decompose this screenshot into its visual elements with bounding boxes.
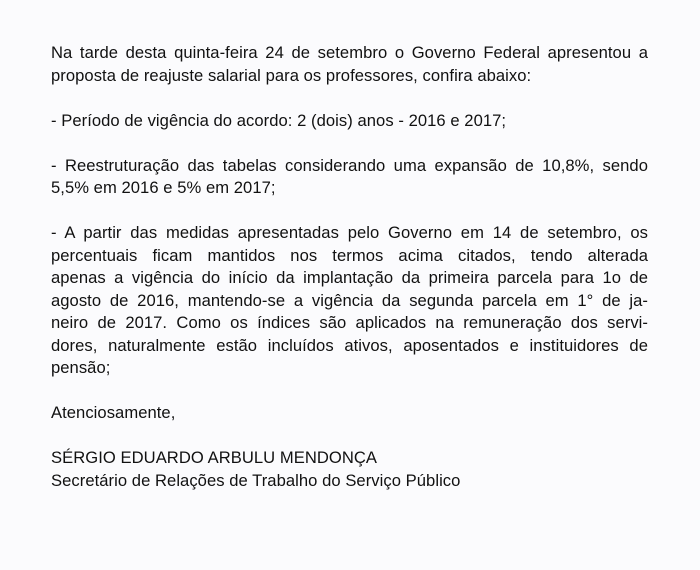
measures-line-5: neiro de 2017. Como os índices são aplicados na remuneração dos servi- [51, 313, 648, 332]
paragraph-gap [51, 132, 648, 155]
paragraph-gap [51, 380, 648, 403]
measures-line-2: percentuais ficam mantidos nos termos acima citados, tendo alterada [51, 245, 648, 265]
measures-line-7: pensão; [51, 358, 111, 377]
measures-line-1: - A partir das medidas apresentadas pelo Governo em 14 de setembro, os [51, 223, 648, 242]
closing-line: Atenciosamente, [51, 403, 176, 422]
measures-line-3: apenas a vigência do início da implantação da primeira parcela para 1o de [51, 268, 648, 287]
intro-paragraph: Na tarde desta quinta-feira 24 de setembro o Governo Federal apresentou a proposta de reajuste salarial para os professores, confira abaixo: [51, 43, 648, 85]
measures-line-4: agosto de 2016, mantendo-se a vigência da segunda parcela em 1° de ja- [51, 290, 648, 310]
list-item-restructuring: - Reestruturação das tabelas considerando uma expansão de 10,8%, sendo 5,5% em 2016 e 5% em 2017; [51, 155, 648, 197]
paragraph-gap [51, 425, 648, 448]
measures-line-6: dores, naturalmente estão incluídos ativos, aposentados e instituidores de [51, 335, 648, 355]
paragraph-gap [51, 87, 648, 110]
paragraph-gap [51, 200, 648, 223]
list-item-measures [51, 222, 648, 380]
list-item-validity: - Período de vigência do acordo: 2 (dois) anos - 2016 e 2017; [51, 110, 507, 130]
signer-title: Secretário de Relações de Trabalho do Serviço Público [51, 470, 461, 490]
signer-name: SÉRGIO EDUARDO ARBULU MENDONÇA [51, 448, 378, 467]
